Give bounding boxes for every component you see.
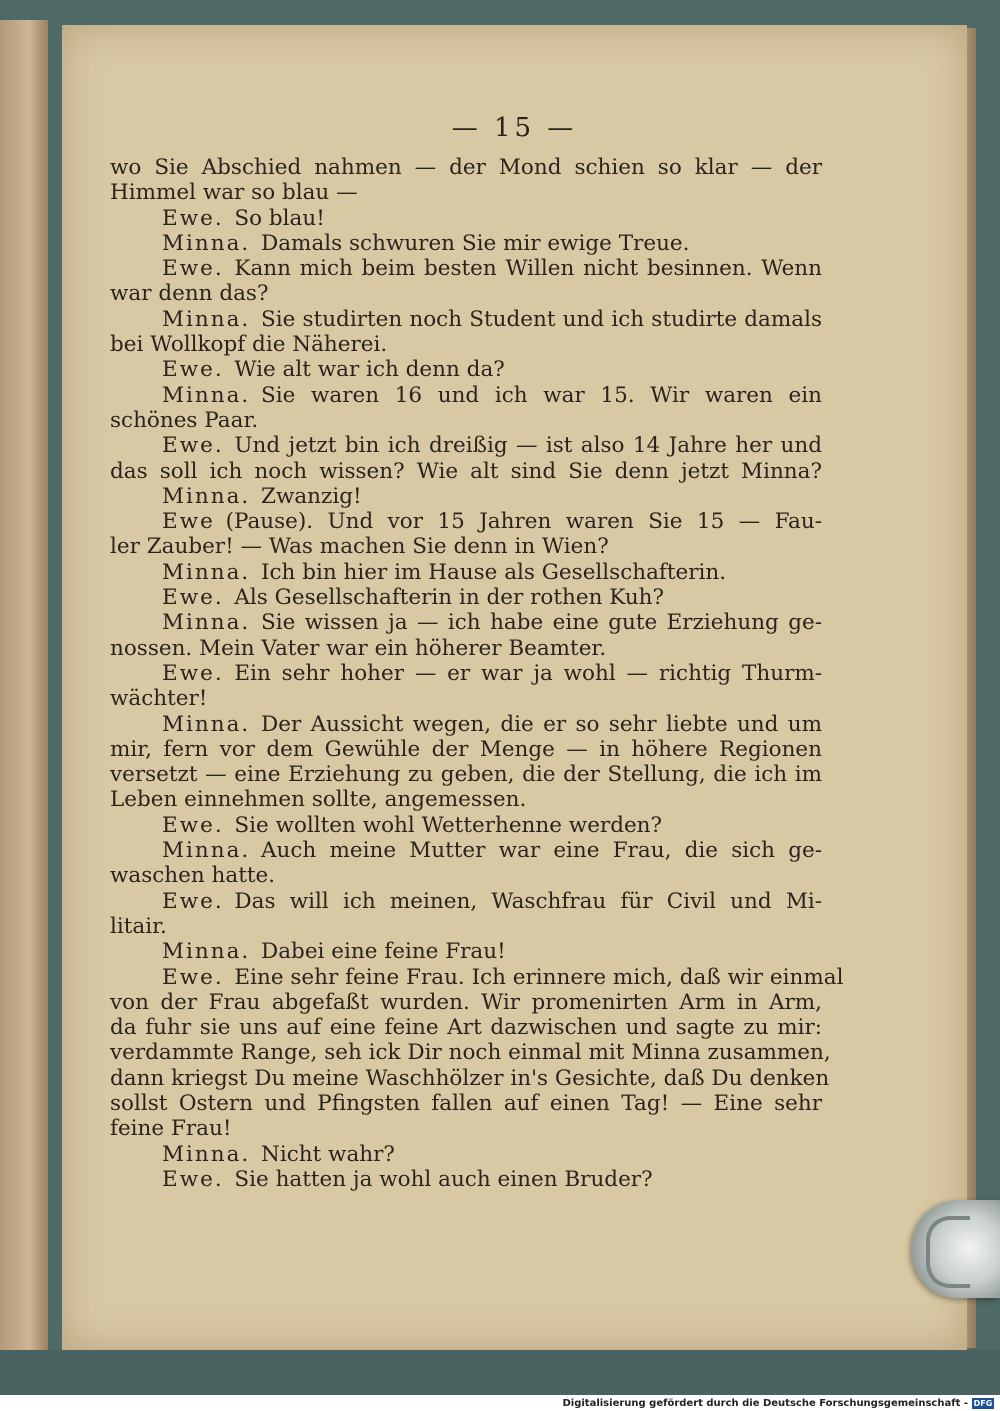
page-number: — 15 — bbox=[451, 113, 578, 143]
text-line bbox=[110, 307, 822, 332]
text-line bbox=[110, 1167, 822, 1192]
line-text: das soll ich noch wissen? Wie alt sind Sie denn jetzt Minna? bbox=[110, 458, 822, 484]
text-line bbox=[110, 1142, 822, 1167]
speaker-name: Ewe. bbox=[162, 660, 224, 686]
left-page-edge bbox=[0, 20, 48, 1350]
line-text: wo Sie Abschied nahmen — der Mond schien so klar — der bbox=[110, 155, 822, 180]
text-line bbox=[110, 1091, 822, 1116]
line-text: Nicht wahr? bbox=[261, 1141, 395, 1167]
line-text: Auch meine Mutter war eine Frau, die sich ge- bbox=[261, 838, 822, 864]
speaker-name: Ewe. bbox=[162, 256, 224, 282]
line-text: Damals schwuren Sie mir ewige Treue. bbox=[261, 230, 690, 256]
line-text: Ich bin hier im Hause als Gesellschafterin. bbox=[261, 559, 727, 585]
line-text: (Pause). Und vor 15 Jahren waren Sie 15 — Fau- bbox=[225, 509, 822, 535]
line-text: Das will ich meinen, Waschfrau für Civil und Mi- bbox=[234, 888, 822, 914]
digitization-credit: Digitalisierung gefördert durch die Deutsche Forschungsgemeinschaft - bbox=[562, 1398, 968, 1409]
line-text: da fuhr sie uns auf eine feine Art dazwischen und sagte zu mir: bbox=[110, 1015, 822, 1041]
line-text: litair. bbox=[110, 913, 167, 939]
text-line bbox=[110, 661, 822, 686]
line-text: versetzt — eine Erziehung zu geben, die der Stellung, die ich im bbox=[110, 762, 822, 788]
text-line bbox=[110, 838, 822, 863]
text-line bbox=[110, 155, 822, 180]
line-text: dann kriegst Du meine Waschhölzer in's Gesichte, daß Du denken bbox=[110, 1065, 830, 1091]
text-line bbox=[110, 383, 822, 408]
text-line bbox=[110, 1040, 831, 1066]
text-line bbox=[110, 484, 822, 509]
book-page bbox=[62, 25, 967, 1350]
text-line bbox=[110, 357, 822, 382]
text-line bbox=[110, 231, 822, 256]
speaker-name: Ewe. bbox=[162, 585, 224, 611]
line-text: Zwanzig! bbox=[261, 483, 362, 509]
speaker-name: Ewe. bbox=[162, 205, 224, 231]
text-line bbox=[110, 585, 822, 610]
line-text: nossen. Mein Vater war ein höherer Beamter. bbox=[110, 635, 607, 661]
text-line bbox=[110, 787, 822, 812]
line-text: Als Gesellschafterin in der rothen Kuh? bbox=[234, 585, 665, 611]
line-text: von der Frau abgefaßt wurden. Wir promenirten Arm in Arm, bbox=[110, 989, 822, 1015]
text-line bbox=[110, 1015, 822, 1040]
speaker-name: Ewe. bbox=[162, 1166, 224, 1192]
text-line bbox=[110, 914, 822, 939]
dfg-logo-icon: DFG bbox=[973, 1399, 993, 1408]
line-text: Dabei eine feine Frau! bbox=[261, 939, 506, 965]
speaker-name: Minna. bbox=[162, 382, 251, 408]
speaker-name: Minna. bbox=[162, 610, 251, 636]
speaker-name: Minna. bbox=[162, 1141, 251, 1167]
text-line bbox=[110, 433, 822, 458]
line-text: Ein sehr hoher — er war ja wohl — richtig Thurm- bbox=[234, 660, 822, 686]
speaker-name: Ewe. bbox=[162, 888, 224, 914]
speaker-name: Ewe bbox=[162, 509, 215, 535]
text-line bbox=[110, 206, 822, 231]
page-clip-icon bbox=[912, 1200, 1000, 1298]
text-line bbox=[110, 636, 822, 661]
speaker-name: Minna. bbox=[162, 483, 251, 509]
text-line bbox=[110, 863, 822, 888]
line-text: war denn das? bbox=[110, 281, 269, 307]
text-line bbox=[110, 964, 844, 990]
line-text: Leben einnehmen sollte, angemessen. bbox=[110, 787, 527, 813]
text-line bbox=[110, 686, 822, 711]
line-text: Eine sehr feine Frau. Ich erinnere mich, daß wir einmal bbox=[234, 964, 844, 990]
line-text: Sie waren 16 und ich war 15. Wir waren ein bbox=[261, 382, 822, 408]
text-line bbox=[110, 332, 822, 357]
clip-loop bbox=[926, 1216, 970, 1288]
line-text: Kann mich beim besten Willen nicht besinnen. Wenn bbox=[234, 256, 822, 282]
text-line bbox=[110, 180, 822, 205]
text-line bbox=[110, 560, 822, 585]
speaker-name: Ewe. bbox=[162, 964, 224, 990]
speaker-name: Minna. bbox=[162, 230, 251, 256]
text-line bbox=[110, 509, 822, 534]
text-line bbox=[110, 712, 822, 737]
speaker-name: Ewe. bbox=[162, 357, 224, 383]
line-text: Sie wollten wohl Wetterhenne werden? bbox=[234, 812, 663, 838]
line-text: verdammte Range, seh ick Dir noch einmal mit Minna zusammen, bbox=[110, 1040, 831, 1066]
line-text: Sie studirten noch Student und ich studirte damals bbox=[261, 306, 822, 332]
text-line bbox=[110, 459, 822, 484]
text-line bbox=[110, 737, 822, 762]
line-text: Sie hatten ja wohl auch einen Bruder? bbox=[234, 1166, 653, 1192]
speaker-name: Minna. bbox=[162, 838, 251, 864]
text-line bbox=[110, 281, 822, 306]
book-cover bbox=[0, 1350, 1000, 1395]
text-line bbox=[110, 408, 822, 433]
line-text: Und jetzt bin ich dreißig — ist also 14 Jahre her und bbox=[234, 433, 822, 459]
speaker-name: Minna. bbox=[162, 306, 251, 332]
text-line bbox=[110, 1116, 822, 1141]
text-line bbox=[110, 889, 822, 914]
line-text: Wie alt war ich denn da? bbox=[234, 357, 505, 383]
text-line bbox=[110, 610, 822, 635]
text-line bbox=[110, 762, 822, 787]
line-text: mir, fern vor dem Gewühle der Menge — in höhere Regionen bbox=[110, 736, 822, 762]
line-text: feine Frau! bbox=[110, 1116, 232, 1142]
line-text: ler Zauber! — Was machen Sie denn in Wien? bbox=[110, 534, 609, 560]
line-text: bei Wollkopf die Näherei. bbox=[110, 332, 388, 358]
text-line bbox=[110, 1065, 830, 1091]
line-text: Der Aussicht wegen, die er so sehr liebte und um bbox=[261, 711, 822, 737]
line-text: Sie wissen ja — ich habe eine gute Erziehung ge- bbox=[261, 610, 822, 636]
text-line bbox=[110, 256, 822, 281]
page-text bbox=[110, 155, 844, 1192]
text-line bbox=[110, 534, 822, 559]
line-text: schönes Paar. bbox=[110, 407, 259, 433]
speaker-name: Ewe. bbox=[162, 433, 224, 459]
line-text: sollst Ostern und Pfingsten fallen auf einen Tag! — Eine sehr bbox=[110, 1090, 822, 1116]
text-line bbox=[110, 813, 822, 838]
speaker-name: Minna. bbox=[162, 559, 251, 585]
speaker-name: Minna. bbox=[162, 939, 251, 965]
line-text: waschen hatte. bbox=[110, 863, 276, 889]
line-text: Himmel war so blau — bbox=[110, 180, 358, 206]
speaker-name: Ewe. bbox=[162, 812, 224, 838]
text-line bbox=[110, 939, 822, 964]
text-line bbox=[110, 990, 822, 1015]
line-text: wächter! bbox=[110, 686, 208, 712]
line-text: So blau! bbox=[234, 205, 325, 231]
speaker-name: Minna. bbox=[162, 711, 251, 737]
